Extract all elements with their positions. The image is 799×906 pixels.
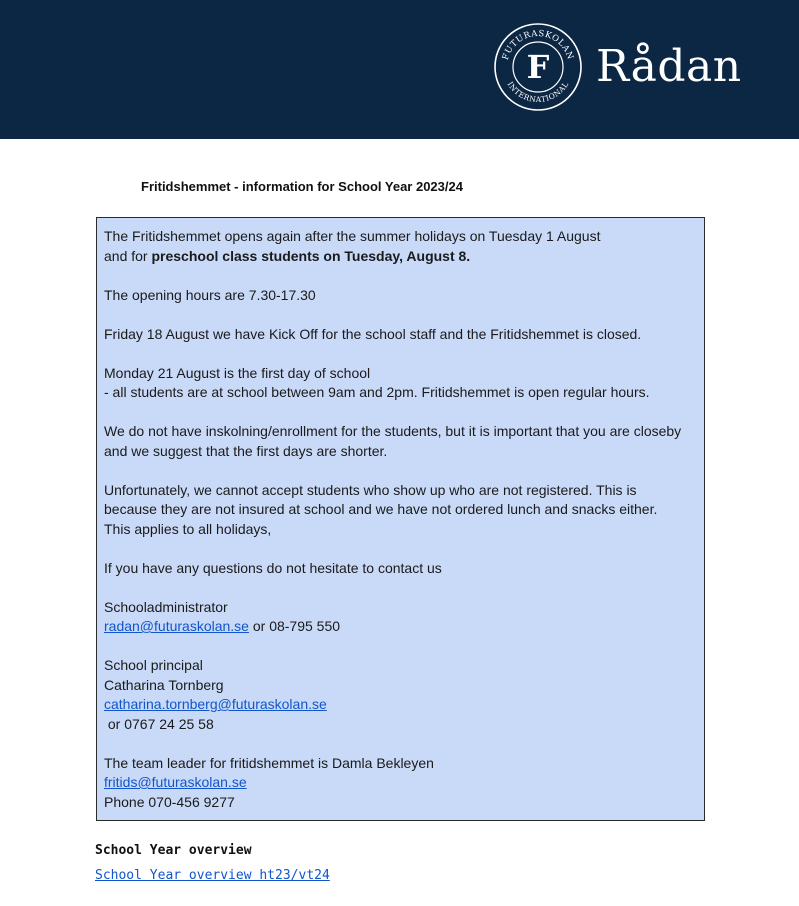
principal-name: Catharina Tornberg (104, 676, 224, 693)
registration-paragraph: Unfortunately, we cannot accept students who show up who are not registered. This is because they are not insured at school and we have not ordered lunch and snacks either. This applies to all holidays, (104, 481, 658, 537)
enrollment-paragraph: We do not have inskolning/enrollment for the students, but it is important that you are closeby and we suggest that the first days are shorter. (104, 423, 682, 459)
information-box (96, 217, 705, 821)
team-leader-contact (104, 754, 704, 813)
document-title: Fritidshemmet - information for School Year 2023/24 (141, 179, 463, 194)
admin-contact (104, 598, 704, 637)
first-day-paragraph: Monday 21 August is the first day of school - all students are at school between 9am and 2pm. Fritidshemmet is open regular hours. (104, 364, 650, 400)
principal-phone: or 0767 24 25 58 (104, 715, 214, 732)
principal-title: School principal (104, 657, 203, 673)
opening-paragraph (104, 227, 704, 266)
admin-title: Schooladministrator (104, 598, 228, 615)
brand-name: Rådan (596, 41, 742, 92)
futuraskolan-seal-logo[interactable] (493, 22, 583, 112)
opening-line: The Fritidshemmet opens again after the summer holidays on Tuesday 1 August (104, 228, 601, 244)
principal-contact (104, 656, 704, 734)
team-leader-text: The team leader for fritidshemmet is Damla Bekleyen (104, 754, 434, 771)
kickoff-notice: Friday 18 August we have Kick Off for the school staff and the Fritidshemmet is closed. (104, 325, 642, 342)
admin-phone: or 08-795 550 (248, 618, 341, 634)
team-leader-phone: Phone 070-456 9277 (104, 793, 235, 810)
questions-text: If you have any questions do not hesitate to contact us (104, 559, 442, 576)
admin-email-link[interactable]: radan@futuraskolan.se (104, 618, 249, 634)
preschool-opening-line: and for preschool class students on Tuesday, August 8. (104, 247, 471, 264)
svg-text:INTERNATIONAL: INTERNATIONAL (505, 79, 571, 105)
site-header (0, 0, 799, 139)
principal-email-link[interactable]: catharina.tornberg@futuraskolan.se (104, 696, 327, 712)
school-year-overview-heading: School Year overview (95, 843, 252, 858)
school-year-overview-link[interactable]: School Year overview ht23/vt24 (95, 868, 330, 883)
svg-text:F: F (526, 48, 550, 86)
opening-hours: The opening hours are 7.30-17.30 (104, 286, 316, 303)
preschool-opening-date: preschool class students on Tuesday, August 8. (151, 247, 471, 264)
team-leader-email-link[interactable]: fritids@futuraskolan.se (104, 774, 247, 790)
svg-text:FUTURASKOLAN: FUTURASKOLAN (500, 28, 576, 62)
